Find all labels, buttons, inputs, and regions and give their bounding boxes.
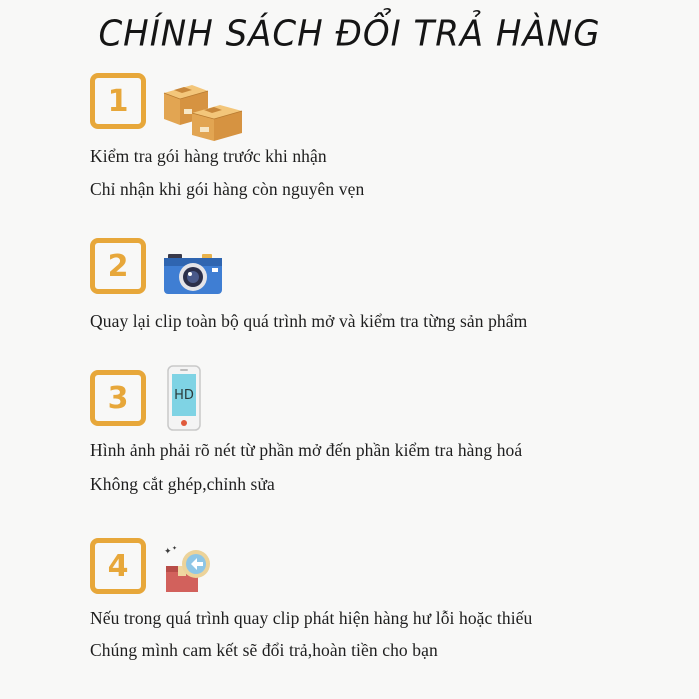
boxes-icon <box>162 73 244 146</box>
step-text-line: Kiểm tra gói hàng trước khi nhận <box>90 146 327 166</box>
step-number-badge: 1 <box>90 73 146 129</box>
phone-hd-icon <box>166 364 202 437</box>
svg-text:✦: ✦ <box>164 547 172 557</box>
return-box-icon <box>162 544 214 599</box>
camera-icon <box>162 248 224 301</box>
step-number-badge: 4 <box>90 538 146 594</box>
step-text-line: Nếu trong quá trình quay clip phát hiện hàng hư lỗi hoặc thiếu <box>90 608 533 628</box>
step-text-line: Chúng mình cam kết sẽ đổi trả,hoàn tiền cho bạn <box>90 640 438 660</box>
phone-screen-label: HD <box>174 388 194 403</box>
step-text-line: Chỉ nhận khi gói hàng còn nguyên vẹn <box>90 179 365 199</box>
page-title: CHÍNH SÁCH ĐỔI TRẢ HÀNG <box>98 13 601 55</box>
step-number-badge: 3 <box>90 370 146 426</box>
svg-text:✦: ✦ <box>172 545 178 552</box>
step-text-line: Hình ảnh phải rõ nét từ phần mở đến phần kiểm tra hàng hoá <box>90 440 523 460</box>
step-number-badge: 2 <box>90 238 146 294</box>
step-text-line: Không cắt ghép,chỉnh sửa <box>90 474 275 494</box>
step-text-line: Quay lại clip toàn bộ quá trình mở và kiểm tra từng sản phẩm <box>90 311 528 331</box>
